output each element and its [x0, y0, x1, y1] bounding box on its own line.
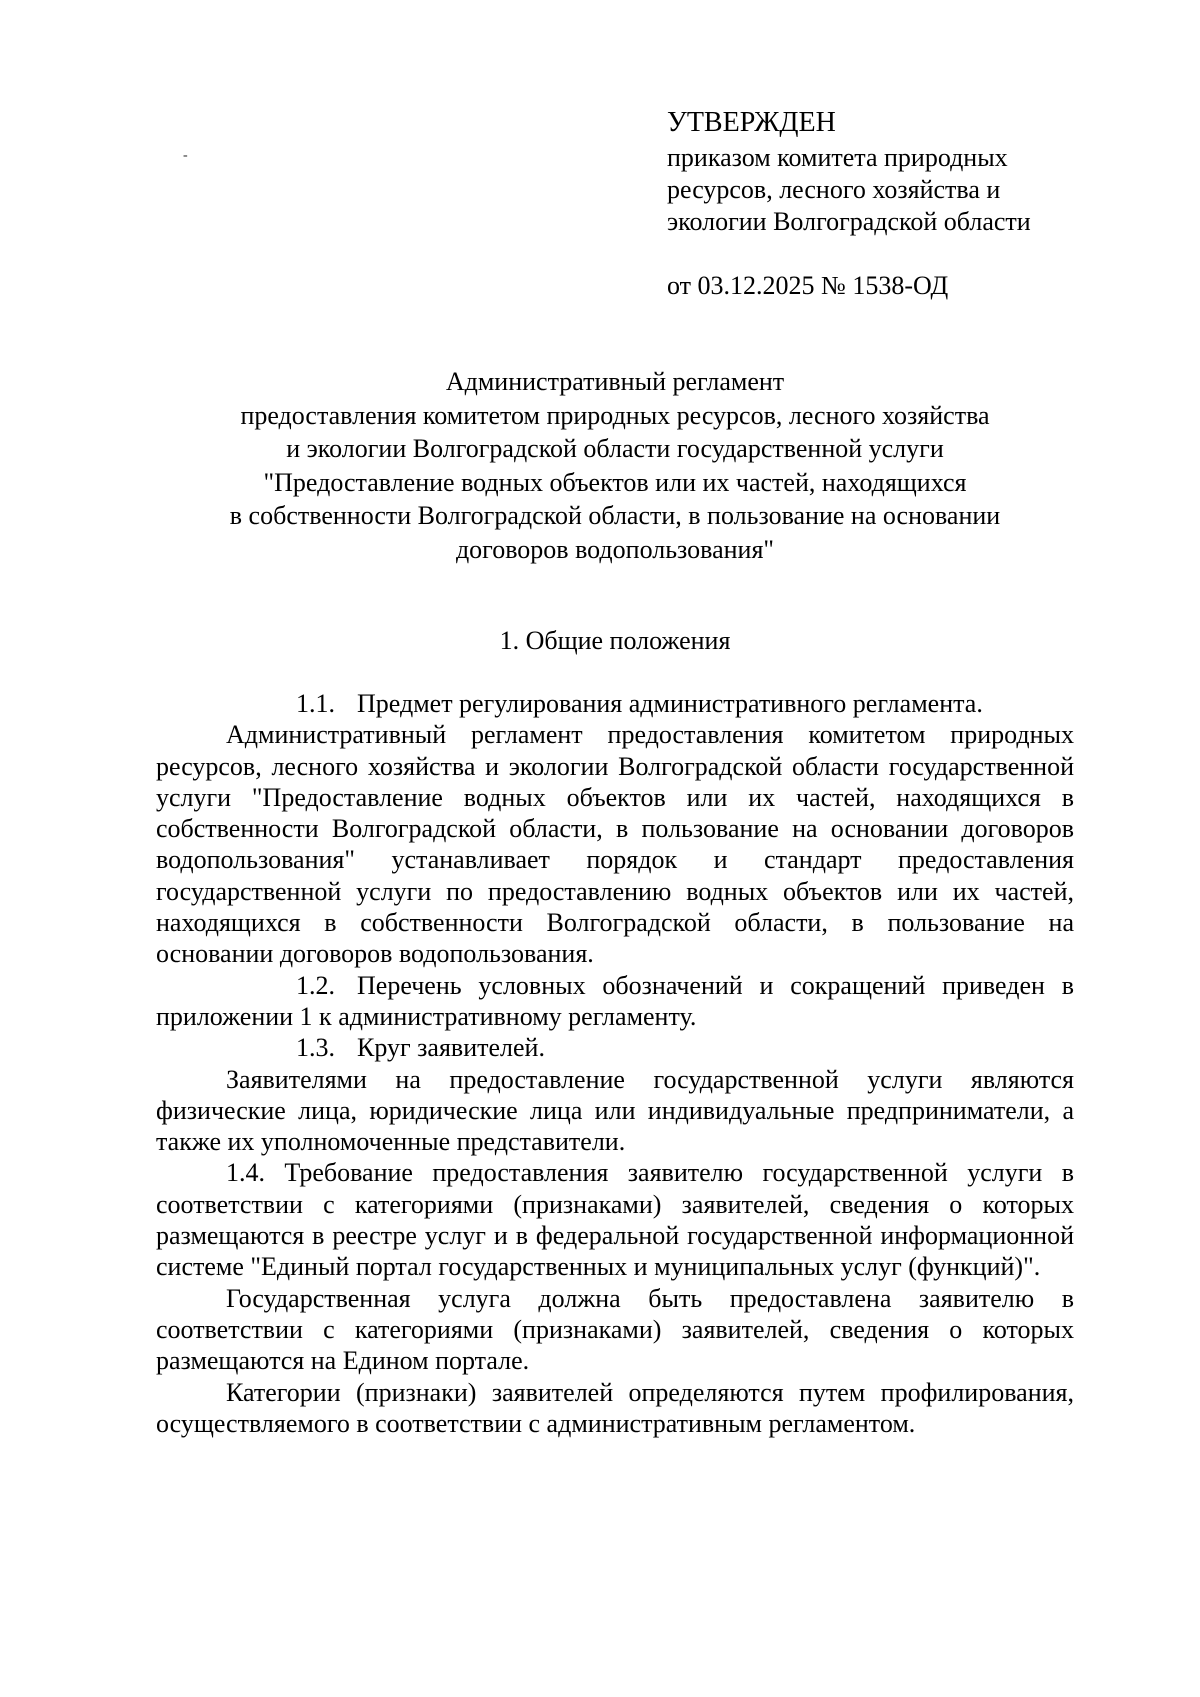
paragraph-text: Административный регламент предоставления комитетом природных ресурсов, лесного хозяйства и экологии Волгоградской области государственной услуги "Предоставление водных объектов или их частей, находящихся в собственности Волгоградской области, в пользование на основании договоров водопользования" устанавливает порядок и стандарт предоставления государственной услуги по предоставлению водных объектов или их частей, находящихся в собственности Волгоградской области, в пользование на основании договоров водопользования. [156, 720, 1074, 969]
paragraph [156, 1157, 1074, 1282]
paragraph-text: Круг заявителей. [357, 1033, 545, 1063]
title-line: Административный регламент [445, 367, 785, 396]
approval-line: ресурсов, лесного хозяйства и [667, 175, 1001, 204]
approval-line: экологии Волгоградской области [667, 207, 1031, 236]
title-line: предоставления комитетом природных ресурсов, лесного хозяйства [240, 400, 990, 430]
approval-line: приказом комитета природных [667, 143, 1008, 172]
paragraph-text: Перечень условных обозначений и сокращений приведен в приложении 1 к административному регламенту. [156, 970, 1074, 1031]
paragraph-text: Категории (признаки) заявителей определяются путем профилирования, осуществляемого в соответствии с административным регламентом. [156, 1377, 1074, 1438]
title-line: и экологии Волгоградской области государственной услуги [286, 434, 944, 463]
paragraph [156, 688, 1074, 719]
document-title [155, 365, 1075, 566]
paragraph [156, 1377, 1074, 1440]
approval-stamp [667, 106, 1107, 302]
paragraph-text: Заявителями на предоставление государственной услуги являются физические лица, юридические лица или индивидуальные предприниматели, а также их уполномоченные представители. [156, 1064, 1074, 1157]
order-date-number: от 03.12.2025 № 1538-ОД [667, 271, 949, 300]
paragraph-text: Государственная услуга должна быть предоставлена заявителю в соответствии с категориями (признаками) заявителей, сведения о которых размещаются на Едином портале. [156, 1283, 1074, 1376]
paragraph [156, 1283, 1074, 1377]
approved-label: УТВЕРЖДЕН [667, 107, 836, 138]
paragraph [156, 719, 1074, 969]
section-heading: 1. Общие положения [499, 626, 731, 655]
paragraph-number: 1.1. [296, 689, 335, 718]
paragraph-text: 1.4. Требование предоставления заявителю государственной услуги в соответствии с категориями (признаками) заявителей, сведения о которых размещаются в реестре услуг и в федеральной государственной информационной системе "Единый портал государственных и муниципальных услуг (функций)". [156, 1158, 1074, 1282]
paragraph-number: 1.2. [296, 970, 335, 1000]
title-line: договоров водопользования" [455, 534, 775, 564]
title-line: "Предоставление водных объектов или их частей, находящихся [263, 467, 967, 497]
scan-artifact: - [183, 148, 188, 163]
paragraph-text: Предмет регулирования административного регламента. [357, 689, 983, 718]
title-line: в собственности Волгоградской области, в пользование на основании [229, 501, 1001, 530]
paragraph [156, 970, 1074, 1033]
paragraph [156, 1064, 1074, 1158]
paragraph [156, 1032, 1074, 1063]
document-body [156, 688, 1074, 1439]
paragraph-number: 1.3. [296, 1033, 335, 1063]
